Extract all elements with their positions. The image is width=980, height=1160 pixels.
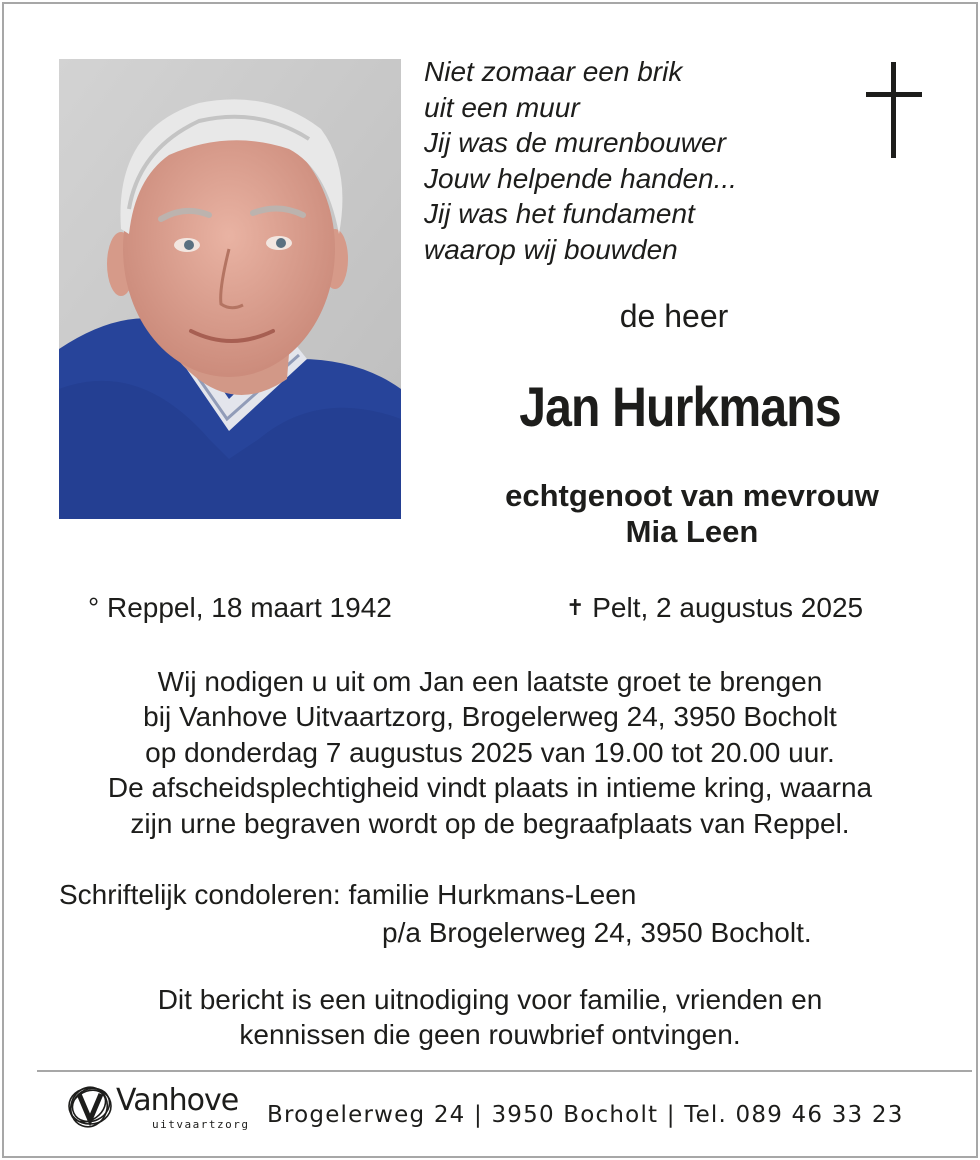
- birth-info: [88, 592, 392, 624]
- poem-line: uit een muur: [424, 91, 580, 123]
- notice-line: kennissen die geen rouwbrief ontvingen.: [239, 1019, 741, 1051]
- spouse-block: [412, 478, 972, 550]
- invitation-line: Wij nodigen u uit om Jan een laatste groet te brengen: [157, 666, 823, 697]
- poem-line: waarop wij bouwden: [424, 233, 678, 265]
- deceased-name: Jan Hurkmans: [519, 375, 841, 438]
- condolence-line: p/a Brogelerweg 24, 3950 Bocholt.: [382, 917, 812, 948]
- poem-line: Jouw helpende handen...: [424, 162, 737, 194]
- cross-icon: [866, 62, 922, 158]
- birth-symbol: °: [88, 592, 100, 623]
- birth-text: Reppel, 18 maart 1942: [106, 592, 392, 623]
- condolence-address: [59, 876, 812, 952]
- poem-line: Jij was het fundament: [424, 198, 695, 230]
- logo-brand: Vanhove: [116, 1083, 239, 1118]
- footer-divider: [37, 1070, 972, 1072]
- condolence-line: Schriftelijk condoleren: familie Hurkmans-Leen: [59, 879, 637, 910]
- poem-line: Jij was de murenbouwer: [424, 127, 726, 159]
- scribble-v-icon: [64, 1082, 116, 1130]
- portrait-photo: [59, 59, 401, 519]
- spouse-line: echtgenoot van mevrouw: [505, 478, 879, 513]
- death-info: [566, 592, 863, 624]
- footer-address: Brogelerweg 24 | 3950 Bocholt | Tel. 089 46 33 23: [267, 1102, 904, 1128]
- invitation-line: op donderdag 7 augustus 2025 van 19.00 tot 20.00 uur.: [145, 736, 835, 768]
- poem: [424, 54, 737, 268]
- salutation: de heer: [619, 298, 729, 334]
- invitation-line: De afscheidsplechtigheid vindt plaats in intieme kring, waarna: [107, 772, 873, 804]
- vanhove-logo: [64, 1080, 254, 1140]
- invitation-line: zijn urne begraven wordt op de begraafplaats van Reppel.: [130, 807, 850, 839]
- spouse-name: Mia Leen: [625, 514, 759, 549]
- dagger-icon: ✝: [566, 595, 585, 620]
- poem-line: Niet zomaar een brik: [424, 56, 683, 87]
- notice-text: [40, 982, 940, 1053]
- notice-line: Dit bericht is een uitnodiging voor familie, vrienden en: [157, 984, 823, 1015]
- invitation-text: [40, 664, 940, 841]
- invitation-line: bij Vanhove Uitvaartzorg, Brogelerweg 24, 3950 Bocholt: [143, 701, 837, 733]
- death-text: Pelt, 2 augustus 2025: [592, 592, 864, 623]
- logo-subtitle: uitvaartzorg: [152, 1118, 250, 1131]
